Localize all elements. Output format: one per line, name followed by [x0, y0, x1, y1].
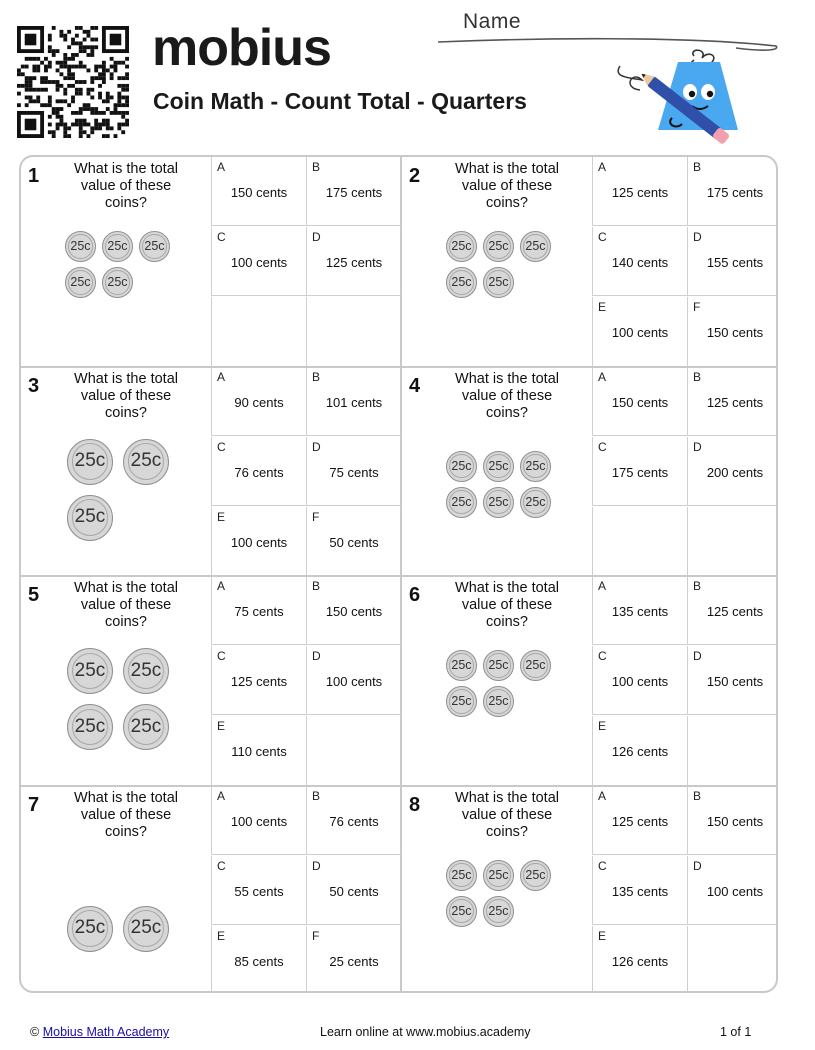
option-letter: B: [312, 160, 321, 174]
coin-label: 25c: [486, 653, 510, 677]
coin-label: 25c: [486, 490, 510, 514]
coin-label: 25c: [128, 709, 165, 746]
option-value: 150 cents: [706, 674, 764, 689]
quarter-coin-icon: [483, 650, 514, 681]
quarter-coin-icon: [123, 906, 169, 952]
option-value: 135 cents: [611, 604, 669, 619]
answer-option-c[interactable]: [592, 227, 687, 296]
option-value: 76 cents: [329, 813, 379, 829]
quarter-coin-icon: [446, 231, 477, 262]
coin-label: 25c: [128, 910, 165, 947]
answer-option-c[interactable]: [211, 856, 306, 925]
option-letter: B: [312, 788, 321, 803]
option-value: 125 cents: [611, 185, 669, 200]
option-letter: B: [693, 788, 702, 803]
option-letter: B: [312, 579, 321, 593]
coin-label: 25c: [105, 234, 129, 258]
question-text: What is the total value of these coins?: [74, 161, 178, 211]
question-text: What is the total value of these coins?: [455, 789, 559, 840]
quarter-coin-icon: [65, 231, 96, 262]
option-letter: A: [217, 369, 226, 384]
quarter-coin-icon: [446, 686, 477, 717]
option-letter: E: [598, 719, 607, 733]
problem-number: 8: [409, 793, 421, 816]
answer-empty-cell: [687, 926, 778, 994]
answer-option-b[interactable]: [306, 786, 401, 855]
option-value: 100 cents: [325, 674, 383, 689]
answer-option-d[interactable]: [306, 646, 401, 715]
quarter-coin-icon: [483, 487, 514, 518]
option-letter: E: [217, 928, 226, 943]
quarter-coin-icon: [65, 267, 96, 298]
option-letter: D: [693, 230, 702, 244]
quarter-coin-icon: [67, 439, 113, 485]
option-letter: C: [217, 230, 226, 244]
option-value: 90 cents: [234, 394, 284, 410]
answer-option-b[interactable]: [306, 157, 401, 226]
question-text: What is the total value of these coins?: [455, 161, 559, 211]
answer-option-a[interactable]: [211, 367, 306, 436]
quarter-coin-icon: [483, 267, 514, 298]
copyright-symbol: ©: [30, 1025, 40, 1039]
answer-option-e[interactable]: [592, 716, 687, 785]
answer-option-c[interactable]: [211, 646, 306, 715]
option-letter: E: [217, 719, 226, 733]
problem-2: [402, 157, 778, 366]
option-letter: F: [312, 928, 320, 943]
coin-label: 25c: [449, 270, 473, 294]
question-text: What is the total value of these coins?: [74, 580, 178, 630]
option-value: 125 cents: [611, 813, 669, 829]
problem-5: [21, 576, 400, 785]
row-divider: [21, 785, 778, 787]
coin-label: 25c: [486, 234, 510, 258]
quarter-coin-icon: [520, 860, 551, 891]
coin-label: 25c: [128, 443, 165, 480]
answer-option-b[interactable]: [306, 576, 401, 645]
coin-label: 25c: [523, 863, 547, 887]
answer-option-d[interactable]: [687, 437, 778, 506]
quarter-coin-icon: [483, 231, 514, 262]
answer-option-d[interactable]: [687, 227, 778, 296]
answer-option-c[interactable]: [592, 856, 687, 925]
option-value: 126 cents: [611, 744, 669, 759]
page-title: Coin Math - Count Total - Quarters: [153, 88, 527, 114]
option-letter: A: [598, 788, 607, 803]
coin-label: 25c: [449, 234, 473, 258]
problem-8: [402, 786, 778, 994]
quarter-coin-icon: [520, 650, 551, 681]
quarter-coin-icon: [67, 648, 113, 694]
footer-learn-online: Learn online at www.mobius.academy: [320, 1025, 531, 1039]
footer-copyright: [30, 1025, 169, 1039]
quarter-coin-icon: [446, 650, 477, 681]
answer-option-d[interactable]: [306, 856, 401, 925]
option-letter: C: [598, 649, 607, 663]
coin-label: 25c: [523, 234, 547, 258]
option-value: 76 cents: [234, 464, 284, 480]
option-letter: D: [312, 858, 321, 873]
option-value: 55 cents: [234, 883, 284, 899]
answer-option-d[interactable]: [687, 646, 778, 715]
row-divider: [21, 575, 778, 577]
answer-option-a[interactable]: [592, 367, 687, 436]
option-value: 110 cents: [231, 744, 287, 759]
option-letter: C: [598, 230, 607, 244]
option-letter: A: [217, 579, 226, 593]
problem-6: [402, 576, 778, 785]
coin-label: 25c: [486, 454, 510, 478]
answer-option-b[interactable]: [687, 157, 778, 226]
option-value: 155 cents: [706, 255, 764, 270]
answer-option-f[interactable]: [687, 297, 778, 366]
option-value: 125 cents: [230, 674, 288, 689]
coin-label: 25c: [142, 234, 166, 258]
option-value: 75 cents: [234, 604, 284, 619]
problem-4: [402, 367, 778, 576]
option-value: 175 cents: [706, 185, 764, 200]
coin-label: 25c: [486, 899, 510, 923]
option-value: 126 cents: [611, 953, 669, 969]
problem-1: [21, 157, 400, 366]
answer-option-e[interactable]: [211, 926, 306, 994]
option-value: 140 cents: [611, 255, 669, 270]
option-letter: A: [598, 369, 607, 384]
answer-option-f[interactable]: [306, 507, 401, 576]
option-letter: E: [598, 300, 607, 314]
problem-number: 7: [28, 793, 40, 816]
option-value: 150 cents: [230, 185, 288, 200]
coin-label: 25c: [523, 454, 547, 478]
option-value: 100 cents: [611, 325, 669, 340]
name-label: Name: [463, 10, 522, 33]
quarter-coin-icon: [446, 451, 477, 482]
answer-empty-cell: [306, 716, 401, 785]
answer-empty-cell: [211, 297, 306, 366]
option-letter: A: [598, 160, 607, 174]
coin-label: 25c: [72, 910, 109, 947]
coin-label: 25c: [486, 689, 510, 713]
answer-empty-cell: [687, 716, 778, 785]
option-letter: E: [598, 928, 607, 943]
option-letter: B: [693, 579, 702, 593]
quarter-coin-icon: [67, 495, 113, 541]
problem-number: 3: [28, 374, 40, 397]
coin-label: 25c: [449, 863, 473, 887]
quarter-coin-icon: [102, 267, 133, 298]
quarter-coin-icon: [139, 231, 170, 262]
coin-label: 25c: [523, 653, 547, 677]
quarter-coin-icon: [446, 896, 477, 927]
quarter-coin-icon: [123, 648, 169, 694]
answer-option-a[interactable]: [592, 576, 687, 645]
answer-option-a[interactable]: [592, 786, 687, 855]
coin-label: 25c: [72, 443, 109, 480]
mobius-link[interactable]: Mobius Math Academy: [42, 1025, 170, 1039]
coin-label: 25c: [449, 653, 473, 677]
option-value: 175 cents: [325, 185, 383, 200]
coin-label: 25c: [486, 863, 510, 887]
answer-option-d[interactable]: [306, 437, 401, 506]
quarter-coin-icon: [483, 451, 514, 482]
option-letter: C: [217, 649, 226, 663]
option-value: 100 cents: [611, 674, 669, 689]
option-value: 150 cents: [706, 813, 764, 829]
option-value: 100 cents: [230, 255, 288, 270]
quarter-coin-icon: [67, 704, 113, 750]
question-text: What is the total value of these coins?: [455, 370, 559, 421]
question-text: What is the total value of these coins?: [455, 580, 559, 630]
quarter-coin-icon: [520, 451, 551, 482]
coin-label: 25c: [68, 234, 92, 258]
option-letter: D: [312, 649, 321, 663]
option-letter: B: [312, 369, 321, 384]
option-letter: D: [693, 649, 702, 663]
coin-label: 25c: [72, 709, 109, 746]
quarter-coin-icon: [102, 231, 133, 262]
option-value: 25 cents: [329, 953, 379, 969]
option-value: 150 cents: [611, 394, 669, 410]
option-letter: D: [693, 439, 702, 454]
problem-3: [21, 367, 400, 576]
option-letter: D: [312, 230, 321, 244]
option-value: 100 cents: [706, 883, 764, 899]
quarter-coin-icon: [520, 231, 551, 262]
quarter-coin-icon: [446, 487, 477, 518]
option-value: 125 cents: [325, 255, 383, 270]
answer-option-e[interactable]: [592, 297, 687, 366]
quarter-coin-icon: [483, 896, 514, 927]
answer-option-c[interactable]: [592, 646, 687, 715]
option-letter: A: [217, 788, 226, 803]
answer-option-e[interactable]: [211, 507, 306, 576]
answer-option-b[interactable]: [687, 367, 778, 436]
qr-code-icon: [17, 26, 129, 138]
quarter-coin-icon: [520, 487, 551, 518]
option-value: 125 cents: [706, 604, 764, 619]
option-letter: F: [312, 509, 320, 524]
answer-option-a[interactable]: [592, 157, 687, 226]
coin-label: 25c: [449, 454, 473, 478]
option-letter: B: [693, 160, 702, 174]
coin-label: 25c: [449, 689, 473, 713]
quarter-coin-icon: [67, 906, 113, 952]
worksheet-grid: [19, 155, 778, 993]
option-letter: C: [598, 439, 607, 454]
option-value: 125 cents: [706, 394, 764, 410]
quarter-coin-icon: [483, 860, 514, 891]
problem-number: 1: [28, 165, 40, 187]
option-value: 100 cents: [230, 534, 288, 550]
answer-option-d[interactable]: [306, 227, 401, 296]
option-value: 50 cents: [329, 534, 379, 550]
answer-option-c[interactable]: [211, 227, 306, 296]
answer-option-f[interactable]: [306, 926, 401, 994]
option-letter: A: [598, 579, 607, 593]
answer-option-a[interactable]: [211, 786, 306, 855]
answer-empty-cell: [306, 297, 401, 366]
answer-option-b[interactable]: [687, 786, 778, 855]
option-value: 200 cents: [706, 464, 764, 480]
problem-number: 5: [28, 584, 40, 606]
answer-option-b[interactable]: [306, 367, 401, 436]
option-value: 150 cents: [706, 325, 764, 340]
question-text: What is the total value of these coins?: [74, 789, 178, 840]
option-value: 175 cents: [611, 464, 669, 480]
option-letter: C: [217, 858, 226, 873]
coin-label: 25c: [449, 899, 473, 923]
answer-option-a[interactable]: [211, 576, 306, 645]
answer-option-d[interactable]: [687, 856, 778, 925]
coin-label: 25c: [486, 270, 510, 294]
problem-number: 2: [409, 165, 421, 187]
option-letter: D: [693, 858, 702, 873]
quarter-coin-icon: [446, 860, 477, 891]
answer-empty-cell: [687, 507, 778, 576]
coin-label: 25c: [128, 653, 165, 690]
answer-option-c[interactable]: [592, 437, 687, 506]
answer-option-a[interactable]: [211, 157, 306, 226]
coin-label: 25c: [72, 653, 109, 690]
coin-label: 25c: [68, 270, 92, 294]
coin-label: 25c: [72, 499, 109, 536]
page-number: 1 of 1: [720, 1025, 752, 1039]
quarter-coin-icon: [446, 267, 477, 298]
option-letter: C: [217, 439, 226, 454]
option-value: 100 cents: [230, 813, 288, 829]
answer-empty-cell: [592, 507, 687, 576]
row-divider: [21, 366, 778, 368]
answer-option-b[interactable]: [687, 576, 778, 645]
option-value: 85 cents: [234, 953, 284, 969]
option-letter: A: [217, 160, 226, 174]
option-value: 150 cents: [325, 604, 383, 619]
problem-7: [21, 786, 400, 994]
mascot-pencil-icon: [612, 48, 762, 158]
quarter-coin-icon: [123, 439, 169, 485]
question-text: What is the total value of these coins?: [74, 370, 178, 421]
answer-option-c[interactable]: [211, 437, 306, 506]
option-letter: F: [693, 300, 701, 314]
option-letter: B: [693, 369, 702, 384]
option-value: 101 cents: [325, 394, 383, 410]
option-letter: D: [312, 439, 321, 454]
answer-option-e[interactable]: [592, 926, 687, 994]
option-letter: E: [217, 509, 226, 524]
option-value: 75 cents: [329, 464, 379, 480]
mobius-logo: mobius: [152, 19, 331, 77]
answer-option-e[interactable]: [211, 716, 306, 785]
coin-label: 25c: [105, 270, 129, 294]
problem-number: 4: [409, 374, 421, 397]
option-letter: C: [598, 858, 607, 873]
coin-label: 25c: [449, 490, 473, 514]
quarter-coin-icon: [123, 704, 169, 750]
option-value: 135 cents: [611, 883, 669, 899]
option-value: 50 cents: [329, 883, 379, 899]
problem-number: 6: [409, 584, 421, 606]
quarter-coin-icon: [483, 686, 514, 717]
coin-label: 25c: [523, 490, 547, 514]
